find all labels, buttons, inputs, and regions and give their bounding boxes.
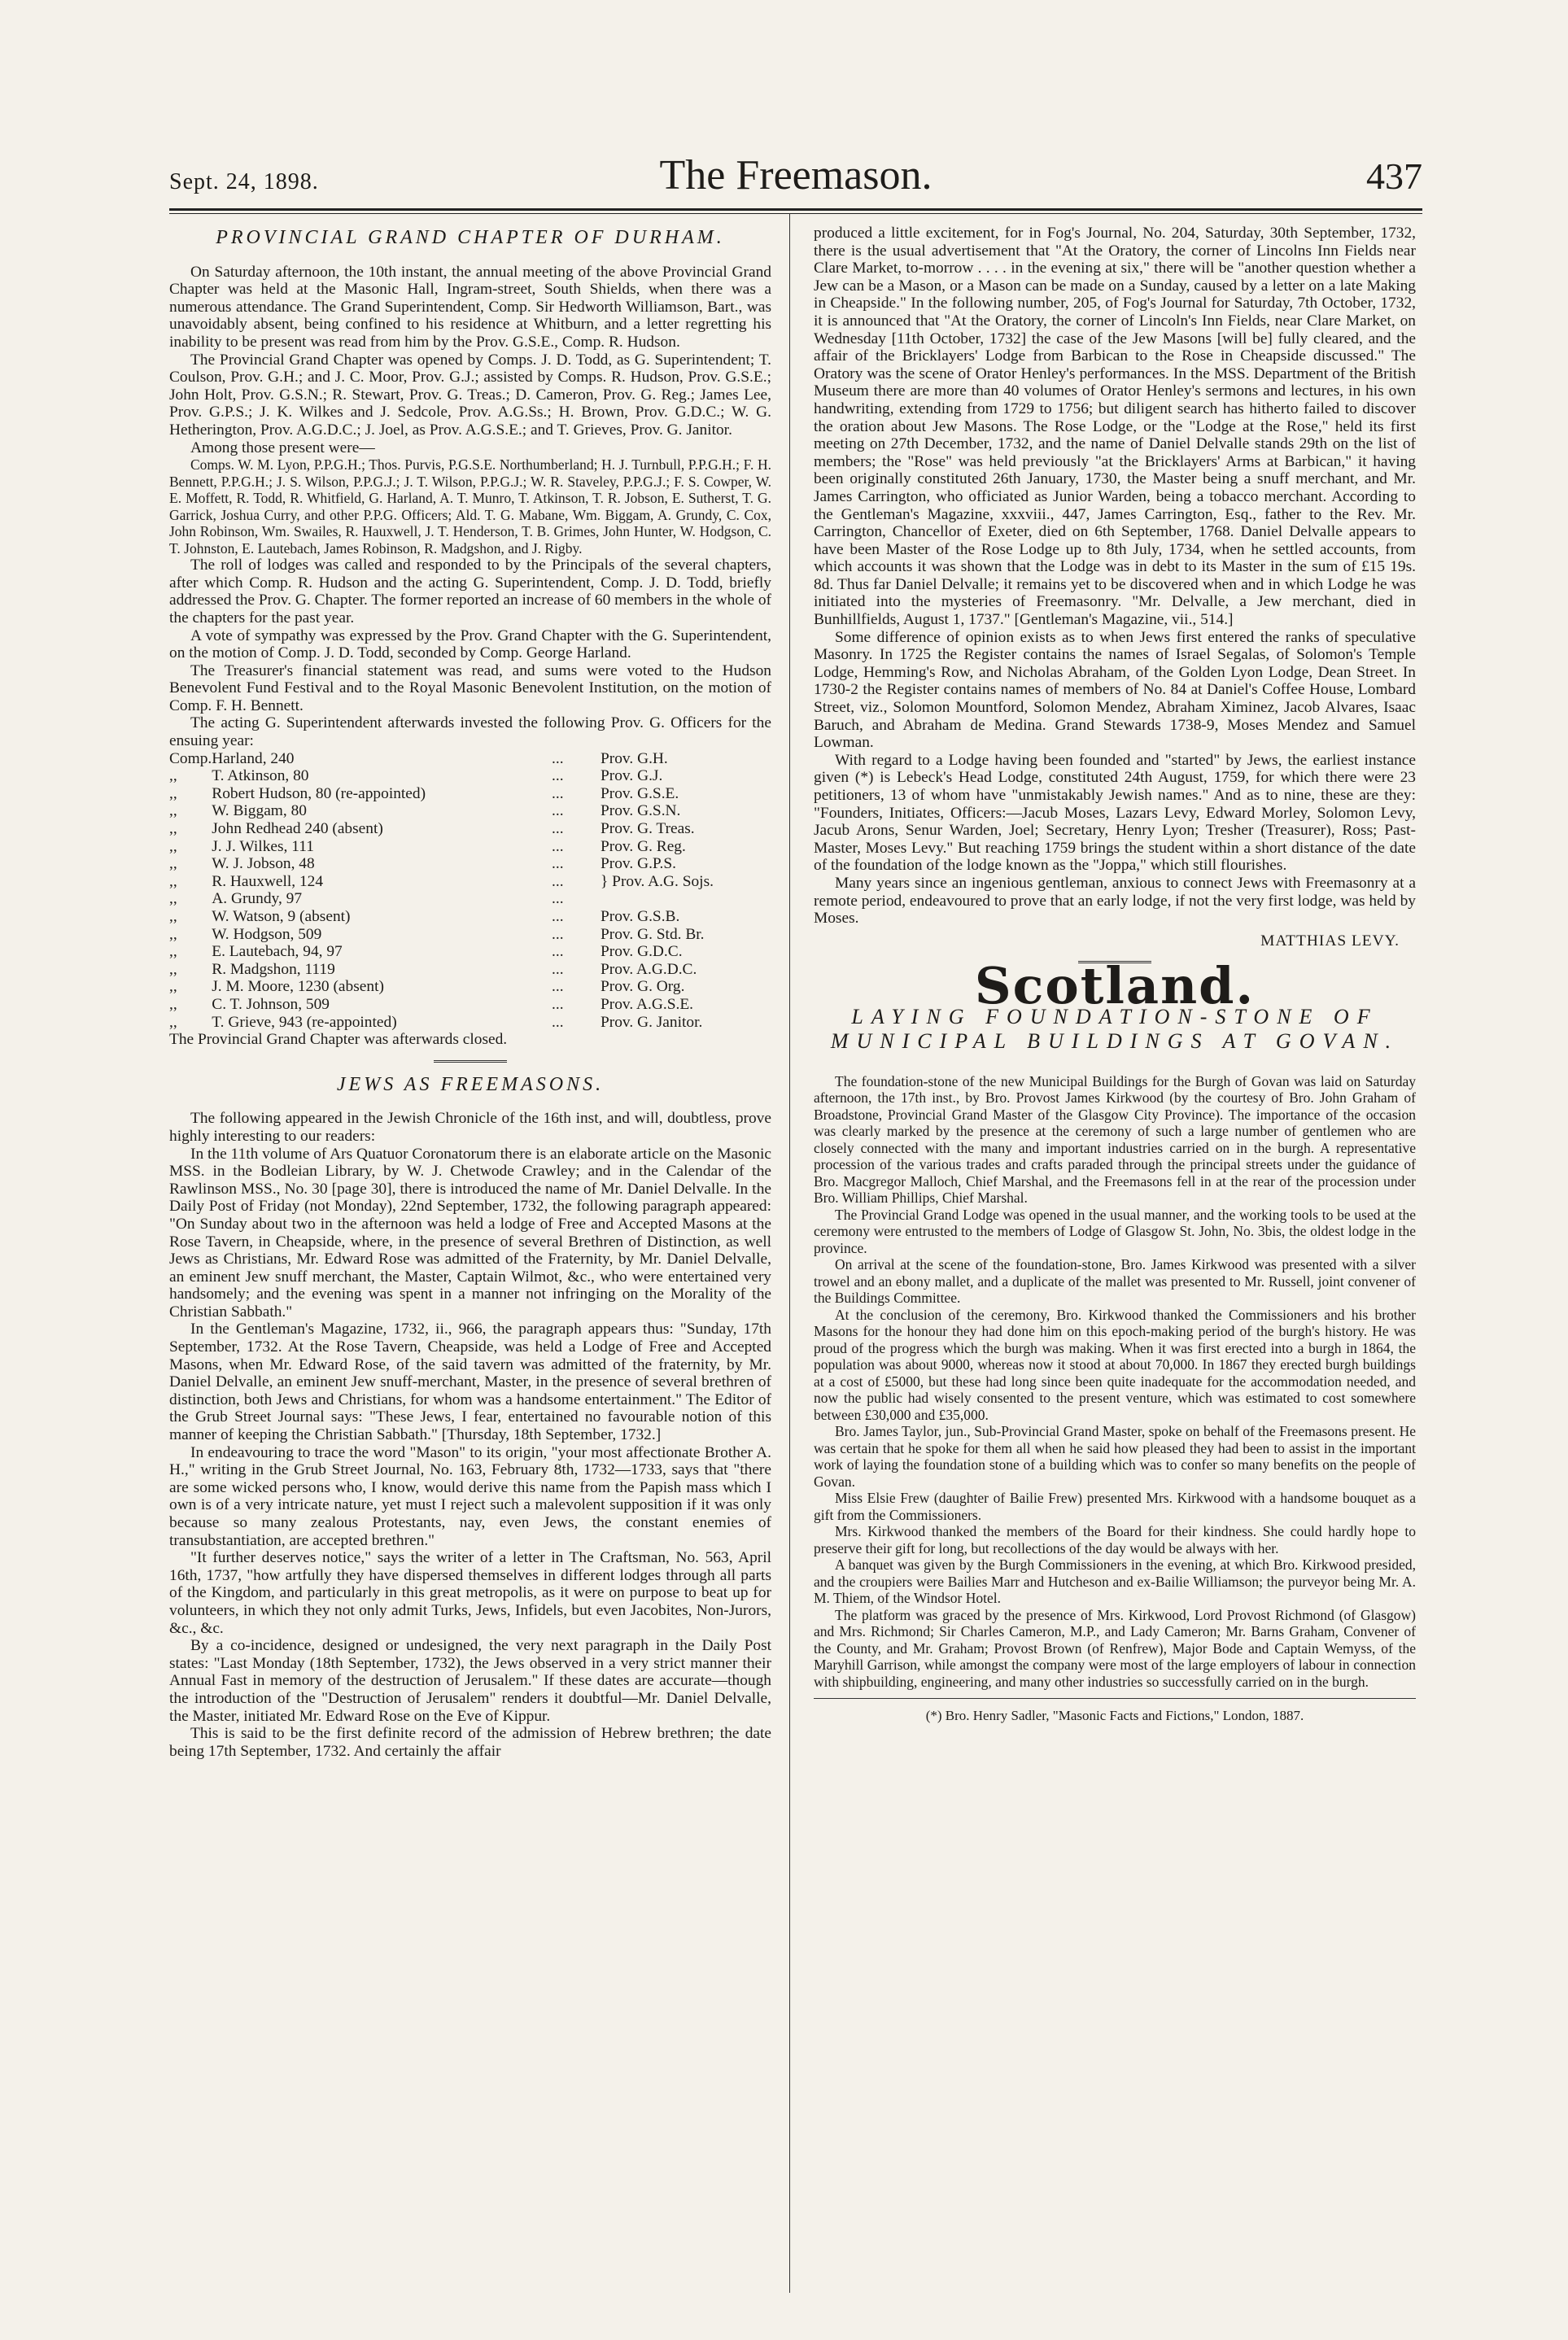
officer-prefix: ,, (169, 784, 177, 802)
officer-office (601, 890, 771, 908)
officer-prefix: ,, (169, 872, 177, 890)
officer-row (169, 1014, 771, 1032)
officer-row (169, 750, 771, 768)
leader-dots: ... (552, 855, 564, 873)
leader-dots: ... (552, 749, 564, 767)
officer-office: Prov. G.P.S. (601, 855, 677, 873)
section-separator (434, 1060, 507, 1065)
paragraph: In endeavouring to trace the word "Mason" to its origin, "your most affectionate Brother A. H.," writing in the Grub Street Journal, No. 163, February 8th, 1732—1733, says that "there are some wicked persons who, I know, would derive this name from the Papish mass which I own is of a very intricate nature, yet must I reject such a malevolent supposition if it was only because so many zealous Protestants, nay, even Jews, the constant enemies of transubstantiation, are accepted brethren." (169, 1443, 771, 1549)
paragraph: The foundation-stone of the new Municipal Buildings for the Burgh of Govan was laid on Saturday afternoon, the 17th inst., by Bro. Provost James Kirkwood (by the courtesy of Bro. John Graham of Broadstone, Provincial Grand Master of the Glasgow City Province). The importance of the occasion was clearly marked by the presence at the ceremony of such a large number of gentlemen who are closely connected with the many and important industries carried on in the burgh. A representative procession of the various trades and crafts paraded through the principal streets under the guidance of Bro. Macgregor Malloch, Chief Marshal, and the Freemasons fell in at the rear of the procession under Bro. William Phillips, Chief Marshal. (814, 1072, 1416, 1207)
paragraph: In the Gentleman's Magazine, 1732, ii., 966, the paragraph appears thus: "Sunday, 17th September, 1732. At the Rose Tavern, Cheapside, was held a Lodge of Free and Accepted Masons, when Mr. Edward Rose, of the said tavern was admitted of the fraternity, by Mr. Daniel Delvalle, an eminent Jew snuff-merchant, Master, in the presence of several brethren of distinction, both Jews and Christians, for whom was a handsome entertainment." The Editor of the Grub Street Journal says: "These Jews, I fear, entertained no favourable notion of this manner of keeping the Christian Sabbath." [Thursday, 18th September, 1732.] (169, 1321, 771, 1444)
paragraph: Bro. James Taylor, jun., Sub-Provincial Grand Master, spoke on behalf of the Freemasons present. He was certain that he spoke for them all when he said how pleased they had been to assist in the important work of laying the foundation stone of a building which was to confer so many benefits on the people of Govan. (814, 1423, 1416, 1490)
officer-row (169, 785, 771, 803)
officer-prefix: ,, (169, 820, 177, 838)
page-number: 437 (1366, 155, 1422, 197)
officer-office: Prov. A.G.S.E. (601, 995, 694, 1013)
paragraph: The Treasurer's financial statement was read, and sums were voted to the Hudson Benevolent Fund Festival and to the Royal Masonic Benevolent Institution, on the motion of Comp. F. H. Bennett. (169, 661, 771, 714)
paragraph: "It further deserves notice," says the writer of a letter in The Craftsman, No. 563, April 16th, 1737, "how artfully they have dispersed themselves in different lodges through all parts of the Kingdom, and particularly in this great metropolis, as it were on purpose to beat up for volunteers, in which they not only admit Turks, Jews, Infidels, but even Jacobites, Non-Jurors, &c., &c. (169, 1549, 771, 1637)
leader-dots: ... (552, 784, 564, 802)
officer-prefix: ,, (169, 960, 177, 978)
closing-line: The Provincial Grand Chapter was afterwards closed. (169, 1031, 508, 1049)
officer-prefix: ,, (169, 995, 177, 1013)
footnote: (*) Bro. Henry Sadler, "Masonic Facts and Fictions," London, 1887. (814, 1698, 1416, 1725)
officer-name: A. Grundy, 97 (212, 890, 303, 908)
paragraph: Many years since an ingenious gentleman, anxious to connect Jews with Freemasonry at a remote period, endeavoured to prove that an early lodge, if not the very first lodge, was held by Moses. (814, 874, 1416, 928)
paragraph: Some difference of opinion exists as to when Jews first entered the ranks of speculative Masonry. In 1725 the Register contains the names of Israel Segalas, of Solomon's Temple Lodge, Hemming's Row, and Nicholas Abraham, of the Golden Lyon Lodge, Dean Street. In 1730-2 the Register contains names of members of No. 84 at Daniel's Coffee House, Lombard Street, viz., Solomon Mountford, Solomon Mendez, Abraham Ximinez, Jacob Alvares, Isaac Baruch, and Abraham de Medina. Grand Stewards 1738-9, Moses Mendez and Samuel Lowman. (814, 628, 1416, 752)
officer-name: E. Lautebach, 94, 97 (212, 943, 343, 961)
left-column (169, 225, 771, 1760)
paragraph: A banquet was given by the Burgh Commissioners in the evening, at which Bro. Kirkwood presided, and the croupiers were Bailies Marr and Hutcheson and ex-Bailie Williamson; the purveyor being Mr. A. M. Thiem, of the Windsor Hotel. (814, 1556, 1416, 1607)
officer-prefix: ,, (169, 908, 177, 925)
officer-row (169, 908, 771, 926)
officer-row (169, 820, 771, 838)
leader-dots: ... (552, 872, 564, 890)
officer-name: Robert Hudson, 80 (re-appointed) (212, 784, 426, 802)
officer-office: Prov. G. Reg. (601, 837, 686, 855)
officer-office: Prov. G.D.C. (601, 943, 683, 961)
officer-office: Prov. G.S.E. (601, 784, 679, 802)
officer-prefix: ,, (169, 855, 177, 873)
leader-dots: ... (552, 960, 564, 978)
masthead-rule (169, 208, 1422, 211)
officer-prefix: ,, (169, 767, 177, 785)
paragraph: The platform was graced by the presence of Mrs. Kirkwood, Lord Provost Richmond (of Glasgow) and Mrs. Richmond; Sir Charles Cameron, M.P., and Lady Cameron; Mr. Barns Graham, Convener of the County, and Mr. Graham; Provost Brown (of Renfrew), Major Bode and Captain Wemyss, of the Maryhill Garrison, while amongst the company were most of the large employers of labour in connection with shipbuilding, engineering, and many other industries so successfully carried on in the burgh. (814, 1606, 1416, 1690)
officer-row (169, 838, 771, 856)
officers-table (169, 750, 771, 1032)
officer-office: Prov. G. Org. (601, 978, 685, 996)
officer-prefix: ,, (169, 802, 177, 820)
paragraph: The following appeared in the Jewish Chronicle of the 16th inst, and will, doubtless, prove highly interesting to our readers: (169, 1110, 771, 1145)
officer-name: R. Madgshon, 1119 (212, 960, 335, 978)
officer-prefix: ,, (169, 837, 177, 855)
officer-row (169, 978, 771, 996)
paragraph: Among those present were— (190, 439, 375, 456)
paragraph: In the 11th volume of Ars Quatuor Coronatorum there is an elaborate article on the Masonic MSS. in the Bodleian Library, by W. J. Chetwode Crawley; and in the Calendar of the Rawlinson MSS., No. 30 [page 30], there is introduced the name of Mr. Daniel Delvalle. In the Daily Post of Friday (not Monday), 22nd September, 1732, the following paragraph appeared: "On Sunday about two in the afternoon was held a lodge of Free and Accepted Masons at the Rose Tavern, in Cheapside, where, in the presence of several Brethren of Distinction, as well Jews as Christians, Mr. Edward Rose was admitted of the Fraternity, by Mr. Daniel Delvalle, an eminent Jew snuff merchant, the Master, Captain Wilmot, &c., who were entertained very handsomely; and the evening was spent in a manner not infringing on the Morality of the Christian Sabbath." (169, 1145, 771, 1321)
paragraph: Mrs. Kirkwood thanked the members of the Board for their kindness. She could hardly hope to preserve their gift for long, but recollections of the day would be always with her. (814, 1523, 1416, 1556)
officer-name: W. Biggam, 80 (212, 802, 307, 820)
paragraph: The acting G. Superintendent afterwards invested the following Prov. G. Officers for the ensuing year: (169, 714, 771, 750)
officer-office: } Prov. A.G. Sojs. (601, 872, 714, 890)
officer-office: Prov. G.S.B. (601, 908, 680, 925)
paragraph: This is said to be the first definite record of the admission of Hebrew brethren; the date being 17th September, 1732. And certainly the affair (169, 1725, 771, 1760)
officer-office: Prov. G. Std. Br. (601, 925, 705, 943)
officer-name: T. Grieve, 943 (re-appointed) (212, 1013, 397, 1031)
officer-row (169, 855, 771, 873)
officer-prefix: ,, (169, 1013, 177, 1031)
officer-prefix: ,, (169, 978, 177, 996)
issue-date: Sept. 24, 1898. (169, 169, 319, 194)
officer-name: W. J. Jobson, 48 (212, 855, 315, 873)
paragraph: Miss Elsie Frew (daughter of Bailie Frew) presented Mrs. Kirkwood with a handsome bouquet as a gift from the Commissioners. (814, 1490, 1416, 1523)
officer-name: R. Hauxwell, 124 (212, 872, 324, 890)
paragraph: The Provincial Grand Lodge was opened in the usual manner, and the working tools to be used at the ceremony were entrusted to the members of Lodge of Glasgow St. John, No. 3bis, the oldest lodge in the province. (814, 1206, 1416, 1256)
officer-name: John Redhead 240 (absent) (212, 820, 383, 838)
paragraph: A vote of sympathy was expressed by the Prov. Grand Chapter with the G. Superintendent, on the motion of Comp. J. D. Todd, seconded by Comp. George Harland. (169, 626, 771, 662)
officer-name: W. Hodgson, 509 (212, 925, 322, 943)
leader-dots: ... (552, 1013, 564, 1031)
masthead-rule-thin (169, 213, 1422, 214)
officer-prefix: ,, (169, 925, 177, 943)
paragraph: At the conclusion of the ceremony, Bro. Kirkwood thanked the Commissioners and his brother Masons for the honour they had done him on this epoch-making period of the burgh's history. He was proud of the progress which the burgh was making. When it was first erected into a burgh in 1864, the population was about 9000, whereas now it stood at about 70,000. In 1867 they erected burgh buildings at a cost of £5000, but these had long since been quite inadequate for the accommodation needed, and now the public had wisely consented to the present venture, which was estimated to cost somewhere between £30,000 and £35,000. (814, 1306, 1416, 1423)
present-list: Comps. W. M. Lyon, P.P.G.H.; Thos. Purvis, P.G.S.E. Northumberland; H. J. Turnbull, P.P.G.H.; F. H. Bennett, P.P.G.H.; J. S. Wilson, P.P.G.J.; J. T. Wilson, P.P.G.J.; W. R. Staveley, P.P.G.J.; F. S. Cowper, W. E. Moffett, R. Todd, R. Whitfield, G. Harland, A. T. Munro, T. Atkinson, T. R. Jobson, E. Sutherst, T. G. Garrick, Joshua Curry, and other P.P.G. Officers; Ald. T. G. Mabane, Wm. Biggam, A. Grundy, C. Cox, John Robinson, Wm. Swailes, R. Hauxwell, J. T. Henderson, T. B. Grimes, John Hunter, W. Hodgson, C. T. Johnston, E. Lautebach, James Robinson, R. Madgshon, and J. Rigby. (169, 456, 771, 557)
officer-prefix: Comp. (169, 749, 212, 767)
officer-row (169, 961, 771, 979)
officer-name: Harland, 240 (212, 749, 295, 767)
officer-name: T. Atkinson, 80 (212, 767, 309, 785)
masthead (169, 151, 1422, 200)
officer-office: Prov. G. Janitor. (601, 1013, 703, 1031)
leader-dots: ... (552, 943, 564, 961)
column-divider (789, 213, 790, 2293)
officer-name: C. T. Johnson, 509 (212, 995, 330, 1013)
officer-office: Prov. A.G.D.C. (601, 960, 697, 978)
officer-row (169, 996, 771, 1014)
article-heading-durham: PROVINCIAL GRAND CHAPTER OF DURHAM. (216, 227, 725, 248)
paragraph: The Provincial Grand Chapter was opened by Comps. J. D. Todd, as G. Superintendent; T. Coulson, Prov. G.H.; and J. C. Moor, Prov. G.J.; assisted by Comps. R. Hudson, Prov. G.S.E.; John Holt, Prov. G.S.N.; R. Stewart, Prov. G. Treas.; D. Cameron, Prov. G. Reg.; James Lee, Prov. G.P.S.; J. K. Wilkes and J. Sedcole, Prov. A.G.Ss.; H. Brown, Prov. G.D.C.; W. G. Hetherington, Prov. A.G.D.C.; J. Joel, as Prov. A.G.S.E.; and T. Grieves, Prov. G. Janitor. (169, 351, 771, 439)
officer-row (169, 890, 771, 908)
paragraph: By a co-incidence, designed or undesigned, the very next paragraph in the Daily Post states: "Last Monday (18th September, 1732), the Jews observed in a very strict manner their Annual Fast in memory of the destruction of Jerusalem." If these dates are accurate—though the introduction of the "Destruction of Jerusalem" renders it doubtful—Mr. Daniel Delvalle, the Master, initiated Mr. Edward Rose on the Eve of Kippur. (169, 1637, 771, 1725)
officer-office: Prov. G.H. (601, 749, 668, 767)
officer-name: W. Watson, 9 (absent) (212, 908, 351, 925)
leader-dots: ... (552, 837, 564, 855)
leader-dots: ... (552, 890, 564, 908)
officer-row (169, 943, 771, 961)
paragraph: With regard to a Lodge having been founded and "started" by Jews, the earliest instance given (*) is Lebeck's Head Lodge, constituted 24th August, 1759, for which there were 23 petitioners, 13 of whom have "unmistakably Jewish names." And as to nine, these are they: "Founders, Initiates, Officers:—Jacub Moses, Lazars Levy, Edward Morley, Solomon Levy, Jacub Arons, Senur Warden, Joel; Secretary, Henry Lyon; Tresher (Treasurer), Ross; Past-Master, Moses Levy." But reaching 1759 brings the student within a short distance of the date of the foundation of the lodge known as the "Joppa," which still flourishes. (814, 751, 1416, 875)
officer-prefix: ,, (169, 943, 177, 961)
leader-dots: ... (552, 978, 564, 996)
paragraph: On arrival at the scene of the foundation-stone, Bro. James Kirkwood was presented with a silver trowel and an ebony mallet, and a duplicate of the mallet was presented to Mr. Russell, joint convener of the Buildings Committee. (814, 1256, 1416, 1307)
leader-dots: ... (552, 820, 564, 838)
leader-dots: ... (552, 925, 564, 943)
section-title-scotland: Scotland. (974, 956, 1256, 1016)
officer-row (169, 873, 771, 891)
paragraph: The roll of lodges was called and responded to by the Principals of the several chapters, after which Comp. R. Hudson and the acting G. Superintendent, Comp. J. D. Todd, briefly addressed the Prov. G. Chapter. The former reported an increase of 60 members in the whole of the chapters for the past year. (169, 557, 771, 626)
author-signature: MATTHIAS LEVY. (1260, 932, 1400, 950)
officer-office: Prov. G. Treas. (601, 820, 695, 838)
officer-prefix: ,, (169, 890, 177, 908)
officer-office: Prov. G.S.N. (601, 802, 681, 820)
officer-row (169, 767, 771, 785)
right-column (814, 225, 1416, 1725)
leader-dots: ... (552, 995, 564, 1013)
officer-name: J. J. Wilkes, 111 (212, 837, 314, 855)
leader-dots: ... (552, 767, 564, 785)
publication-title: The Freemason. (659, 152, 933, 199)
officer-name: J. M. Moore, 1230 (absent) (212, 978, 384, 996)
article-heading-govan: LAYING FOUNDATION-STONE OF MUNICIPAL BUILDINGS AT GOVAN. (830, 1004, 1400, 1053)
article-heading-jews: JEWS AS FREEMASONS. (336, 1073, 605, 1095)
officer-office: Prov. G.J. (601, 767, 663, 785)
leader-dots: ... (552, 908, 564, 925)
paragraph: produced a little excitement, for in Fog's Journal, No. 204, Saturday, 30th September, 1732, there is the usual advertisement that "At the Oratory, the corner of Lincolns Inn Fields near Clare Market, to-morrow . . . . in the evening at six," there will be "another question whether a Jew can be a Mason, or a Mason can be made on a Sunday, caused by a letter on a late Making in Cheapside." In the following number, 205, of Fog's Journal for Saturday, 7th October, 1732, it is announced that "At the Oratory, the corner of Lincoln's Inn Fields, near Clare Market, on Wednesday [11th October, 1732] the case of the Jew Masons [will be] fully cleared, and the affair of the Bricklayers' Lodge from Barbican to the Rose in Cheapside discussed." The Oratory was the scene of Orator Henley's performances. In the MSS. Department of the British Museum there are more than 40 volumes of Orator Henley's sermons and lectures, in his own handwriting, extending from 1729 to 1756; but diligent search has hitherto failed to discover the oration about Jew Masons. The Rose Lodge, or the "Lodge at the Rose," held its first meeting on 27th December, 1732, and the name of Daniel Delvalle stands 29th on the list of members; the "Rose" was held previously "at the Bricklayers' Arms at Barbican," it having been originally constituted 26th January, 1730, the Master being a snuff merchant, and Mr. James Carrington, who officiated as Junior Warden, being a tobacco merchant. According to the Gentleman's Magazine, xxxviii., 447, James Carrington, Esq., father to the Rev. Mr. Carrington, Chancellor of Exeter, died on 6th September, 1768. Daniel Delvalle appears to have been Master of the Rose Lodge up to 8th July, 1734, when he settled accounts, from which accounts it was shown that the Lodge was in debt to its Master in the sum of £15 19s. 8d. Thus far Daniel Delvalle; it remains yet to be discovered when and in which Lodge he was initiated into the mysteries of Freemasonry. "Mr. Delvalle, a Jew merchant, died in Bunhillfields, August 1, 1737." [Gentleman's Magazine, vii., 514.] (814, 225, 1416, 629)
officer-row (169, 926, 771, 944)
officer-row (169, 802, 771, 820)
paragraph: On Saturday afternoon, the 10th instant, the annual meeting of the above Provincial Grand Chapter was held at the Masonic Hall, Ingram-street, South Shields, when there was a numerous attendance. The Grand Superintendent, Comp. Sir Hedworth Williamson, Bart., was unavoidably absent, being confined to his residence at Whitburn, and a letter regretting his inability to be present was read from him by the Prov. G.S.E., Comp. R. Hudson. (169, 263, 771, 351)
leader-dots: ... (552, 802, 564, 820)
